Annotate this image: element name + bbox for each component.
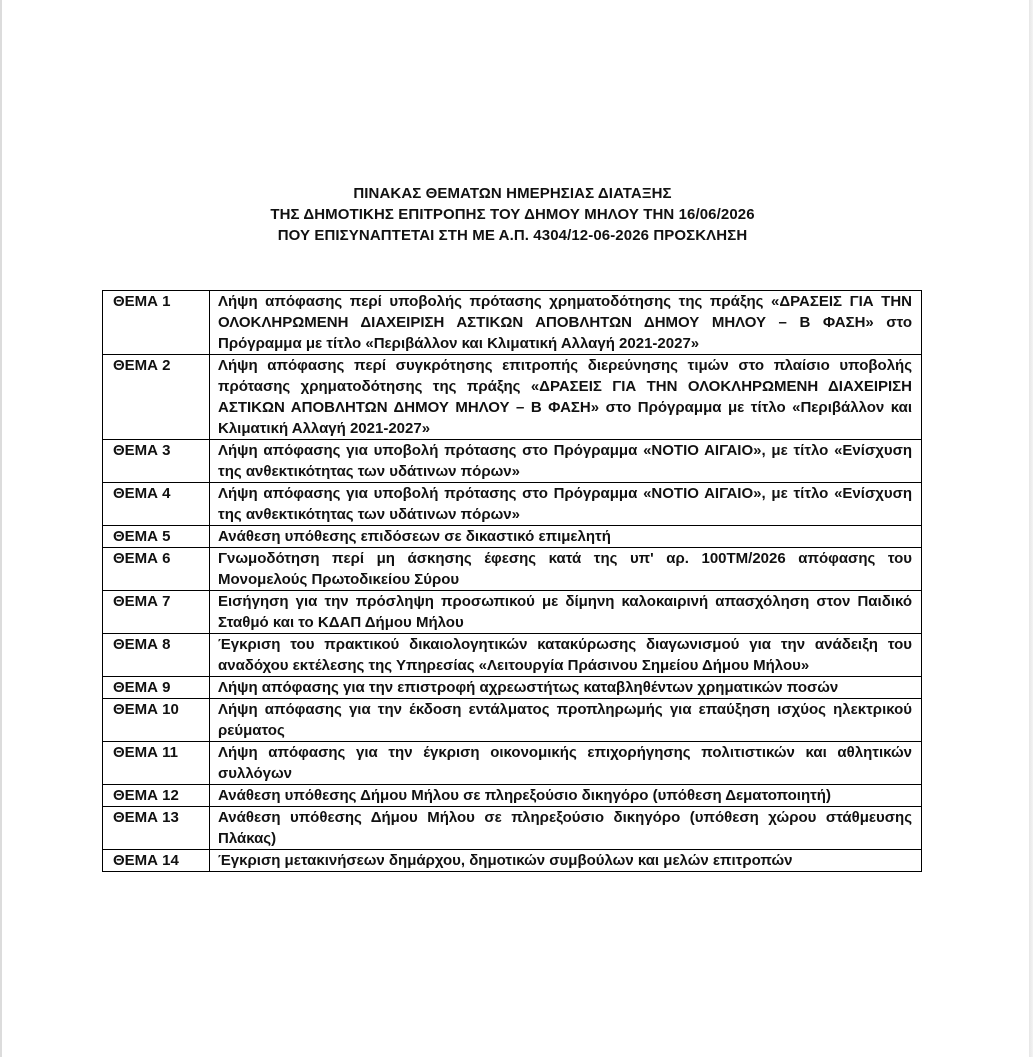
agenda-table <box>102 290 922 872</box>
topic-text: Λήψη απόφασης για υποβολή πρότασης στο Πρόγραμμα «ΝΟΤΙΟ ΑΙΓΑΙΟ», με τίτλο «Ενίσχυση της ανθεκτικότητας των υδάτινων πόρων» <box>210 440 922 483</box>
topic-text: Λήψη απόφασης περί υποβολής πρότασης χρηματοδότησης της πράξης «ΔΡΑΣΕΙΣ ΓΙΑ ΤΗΝ ΟΛΟΚΛΗΡΩΜΕΝΗ ΔΙΑΧΕΙΡΙΣΗ ΑΣΤΙΚΩΝ ΑΠΟΒΛΗΤΩΝ ΔΗΜΟΥ ΜΗΛΟΥ – Β ΦΑΣΗ» στο Πρόγραμμα με τίτλο «Περιβάλλον και Κλιματική Αλλαγή 2021-2027» <box>210 291 922 355</box>
table-row <box>103 634 922 677</box>
table-row <box>103 677 922 699</box>
topic-text: Λήψη απόφασης για υποβολή πρότασης στο Πρόγραμμα «ΝΟΤΙΟ ΑΙΓΑΙΟ», με τίτλο «Ενίσχυση της ανθεκτικότητας των υδάτινων πόρων» <box>210 483 922 526</box>
table-row <box>103 291 922 355</box>
header-line-2: ΤΗΣ ΔΗΜΟΤΙΚΗΣ ΕΠΙΤΡΟΠΗΣ ΤΟΥ ΔΗΜΟΥ ΜΗΛΟΥ ΤΗΝ 16/06/2026 <box>270 206 755 223</box>
topic-number: ΘΕΜΑ 1 <box>103 291 210 355</box>
topic-number: ΘΕΜΑ 8 <box>103 634 210 677</box>
topic-number: ΘΕΜΑ 3 <box>103 440 210 483</box>
topic-text: Ανάθεση υπόθεσης Δήμου Μήλου σε πληρεξούσιο δικηγόρο (υπόθεση χώρου στάθμευσης Πλάκας) <box>210 807 922 850</box>
table-row <box>103 742 922 785</box>
page-edge-left <box>0 0 2 1057</box>
table-row <box>103 699 922 742</box>
table-row <box>103 785 922 807</box>
table-row <box>103 483 922 526</box>
topic-number: ΘΕΜΑ 7 <box>103 591 210 634</box>
topic-text: Έγκριση μετακινήσεων δημάρχου, δημοτικών συμβούλων και μελών επιτροπών <box>210 850 922 872</box>
topic-text: Έγκριση του πρακτικού δικαιολογητικών κατακύρωσης διαγωνισμού για την ανάδειξη του αναδόχου εκτέλεσης της Υπηρεσίας «Λειτουργία Πράσινου Σημείου Δήμου Μήλου» <box>210 634 922 677</box>
topic-number: ΘΕΜΑ 5 <box>103 526 210 548</box>
topic-number: ΘΕΜΑ 10 <box>103 699 210 742</box>
topic-text: Λήψη απόφασης για την έγκριση οικονομικής επιχορήγησης πολιτιστικών και αθλητικών συλλόγων <box>210 742 922 785</box>
header-line-3: ΠΟΥ ΕΠΙΣΥΝΑΠΤΕΤΑΙ ΣΤΗ ΜΕ Α.Π. 4304/12-06-2026 ΠΡΟΣΚΛΗΣΗ <box>277 227 748 244</box>
topic-text: Γνωμοδότηση περί μη άσκησης έφεσης κατά της υπ' αρ. 100ΤΜ/2026 απόφασης του Μονομελούς Πρωτοδικείου Σύρου <box>210 548 922 591</box>
document-header <box>0 183 1025 246</box>
table-row <box>103 355 922 440</box>
table-row <box>103 591 922 634</box>
topic-text: Ανάθεση υπόθεσης επιδόσεων σε δικαστικό επιμελητή <box>210 526 922 548</box>
topic-number: ΘΕΜΑ 11 <box>103 742 210 785</box>
table-row <box>103 548 922 591</box>
page-edge-right <box>1029 0 1033 1057</box>
topic-text: Λήψη απόφασης για την επιστροφή αχρεωστήτως καταβληθέντων χρηματικών ποσών <box>210 677 922 699</box>
table-row <box>103 850 922 872</box>
table-row <box>103 440 922 483</box>
topic-number: ΘΕΜΑ 2 <box>103 355 210 440</box>
topic-text: Λήψη απόφασης περί συγκρότησης επιτροπής διερεύνησης τιμών στο πλαίσιο υποβολής πρότασης χρηματοδότησης της πράξης «ΔΡΑΣΕΙΣ ΓΙΑ ΤΗΝ ΟΛΟΚΛΗΡΩΜΕΝΗ ΔΙΑΧΕΙΡΙΣΗ ΑΣΤΙΚΩΝ ΑΠΟΒΛΗΤΩΝ ΔΗΜΟΥ ΜΗΛΟΥ – Β ΦΑΣΗ» στο Πρόγραμμα με τίτλο «Περιβάλλον και Κλιματική Αλλαγή 2021-2027» <box>210 355 922 440</box>
topic-number: ΘΕΜΑ 14 <box>103 850 210 872</box>
topic-number: ΘΕΜΑ 12 <box>103 785 210 807</box>
header-line-1: ΠΙΝΑΚΑΣ ΘΕΜΑΤΩΝ ΗΜΕΡΗΣΙΑΣ ΔΙΑΤΑΞΗΣ <box>353 185 672 202</box>
topic-number: ΘΕΜΑ 6 <box>103 548 210 591</box>
topic-number: ΘΕΜΑ 9 <box>103 677 210 699</box>
topic-text: Εισήγηση για την πρόσληψη προσωπικού με δίμηνη καλοκαιρινή απασχόληση στον Παιδικό Σταθμό και το ΚΔΑΠ Δήμου Μήλου <box>210 591 922 634</box>
table-row <box>103 807 922 850</box>
table-row <box>103 526 922 548</box>
topic-text: Ανάθεση υπόθεσης Δήμου Μήλου σε πληρεξούσιο δικηγόρο (υπόθεση Δεματοποιητή) <box>210 785 922 807</box>
topic-number: ΘΕΜΑ 4 <box>103 483 210 526</box>
topic-text: Λήψη απόφασης για την έκδοση εντάλματος προπληρωμής για επαύξηση ισχύος ηλεκτρικού ρεύματος <box>210 699 922 742</box>
topic-number: ΘΕΜΑ 13 <box>103 807 210 850</box>
